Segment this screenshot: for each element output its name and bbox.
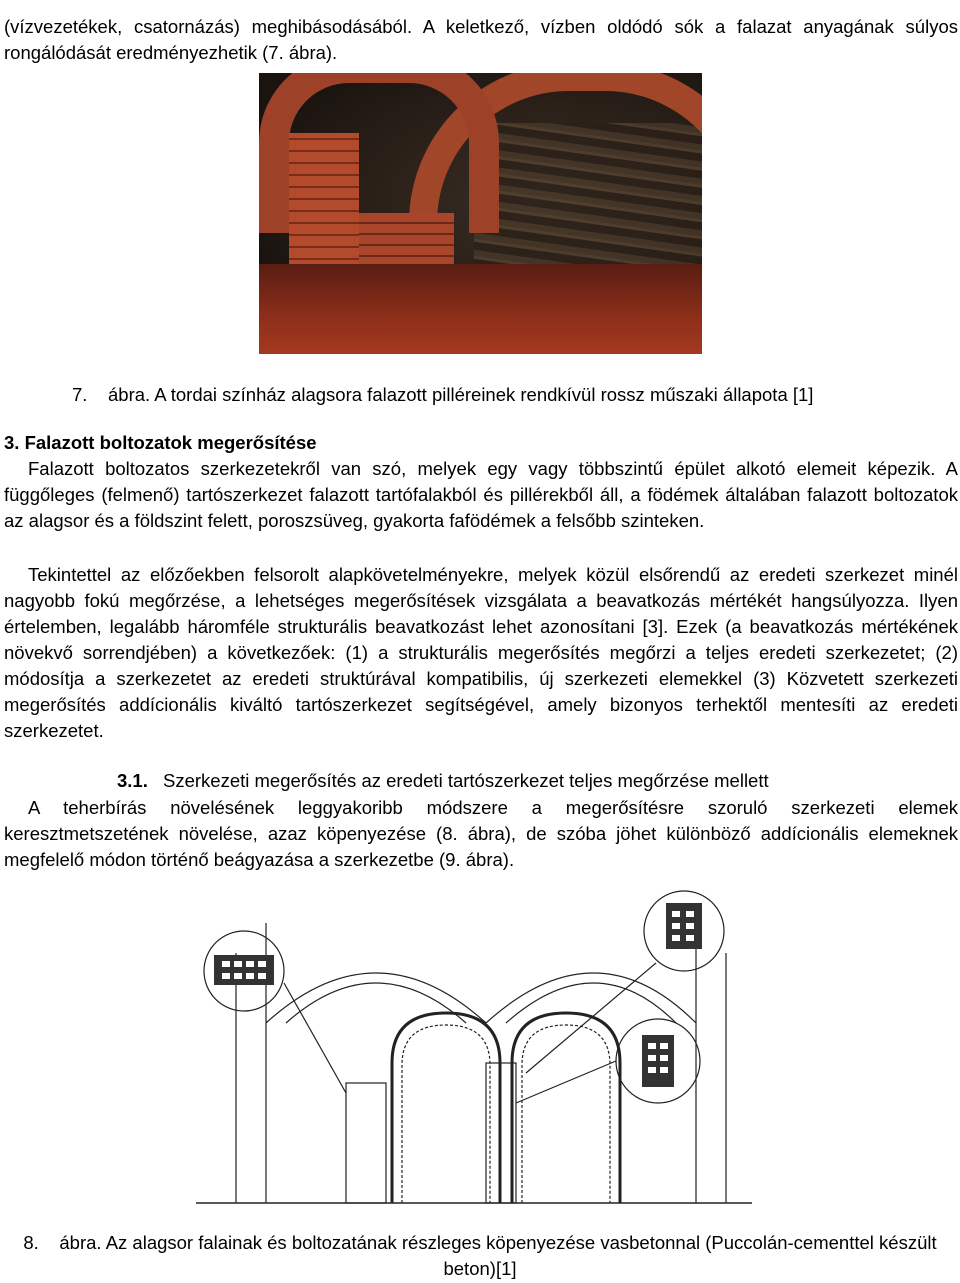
section-3-title: Falazott boltozatok megerősítése bbox=[24, 432, 317, 453]
section-3-paragraph-1: Falazott boltozatos szerkezetekről van szó, melyek egy vagy többszintű épület alkotó elemeit képezik. A függőleges (felmenő) tartószerkezet falazott tartófalakból és pillérekből áll, a födémek általában falazott boltozatok az alagsor és a földszint felett, poroszsüveg, gyakorta fafödémek a felsőbb szinteken. bbox=[4, 458, 958, 531]
figure-8-label: ábra. bbox=[59, 1232, 102, 1253]
figure-7-text: A tordai színház alagsora falazott pilléreinek rendkívül rossz műszaki állapota [1] bbox=[154, 384, 814, 405]
intro-paragraph: (vízvezetékek, csatornázás) meghibásodásából. A keletkező, vízben oldódó sók a falazat anyagának súlyos rongálódását eredményezhetik (7. ábra). bbox=[4, 15, 958, 63]
figure-7-caption bbox=[72, 382, 813, 408]
figure-7-photo bbox=[259, 73, 702, 354]
figure-7-number: 7. bbox=[72, 384, 88, 405]
section-3-1-paragraph: A teherbírás növelésének leggyakoribb módszere a megerősítésre szoruló szerkezeti elemek keresztmetszetének növelése, azaz köpenyezése (8. ábra), de szóba jöhet különböző addícionális elemeknek megfelelő módon történő beágyazása a szerkezetbe (9. ábra). bbox=[4, 797, 958, 870]
section-3-1-title: Szerkezeti megerősítés az eredeti tartószerkezet teljes megőrzése mellett bbox=[163, 770, 769, 791]
figure-7-label: ábra. bbox=[108, 384, 151, 405]
section-3-number: 3. bbox=[4, 432, 20, 453]
figure-8-number: 8. bbox=[23, 1232, 39, 1253]
figure-8-drawing bbox=[196, 883, 752, 1213]
section-3-heading bbox=[4, 430, 317, 456]
figure-8-text: Az alagsor falainak és boltozatának részleges köpenyezése vasbetonnal (Puccolán-cementtel készült beton)[1] bbox=[105, 1232, 937, 1279]
section-3-1-number: 3.1. bbox=[117, 770, 148, 791]
figure-8-caption bbox=[0, 1230, 960, 1282]
section-3-paragraph-2: Tekintettel az előzőekben felsorolt alapkövetelményekre, melyek közül elsőrendű az eredeti szerkezet minél nagyobb fokú megőrzése, a lehetséges megerősítések vizsgálata a beavatkozás mértékét hangsúlyozza. Ilyen értelemben, legalább háromféle strukturális beavatkozást lehet azonosítani [3]. Ezek (a beavatkozás mértékének növekvő sorrendjében) a következőek: (1) a strukturális megerősítés megőrzi a teljes eredeti szerkezetet; (2) módosítja a szerkezetet az eredeti struktúrával kompatibilis, új szerkezeti elemekkel (3) Közvetett szerkezeti megerősítés addícionális kiváltó tartószerkezet segítségével, amely bizonyos terhektől mentesíti az eredeti szerkezetet. bbox=[4, 564, 958, 741]
section-3-1-heading bbox=[117, 768, 769, 794]
